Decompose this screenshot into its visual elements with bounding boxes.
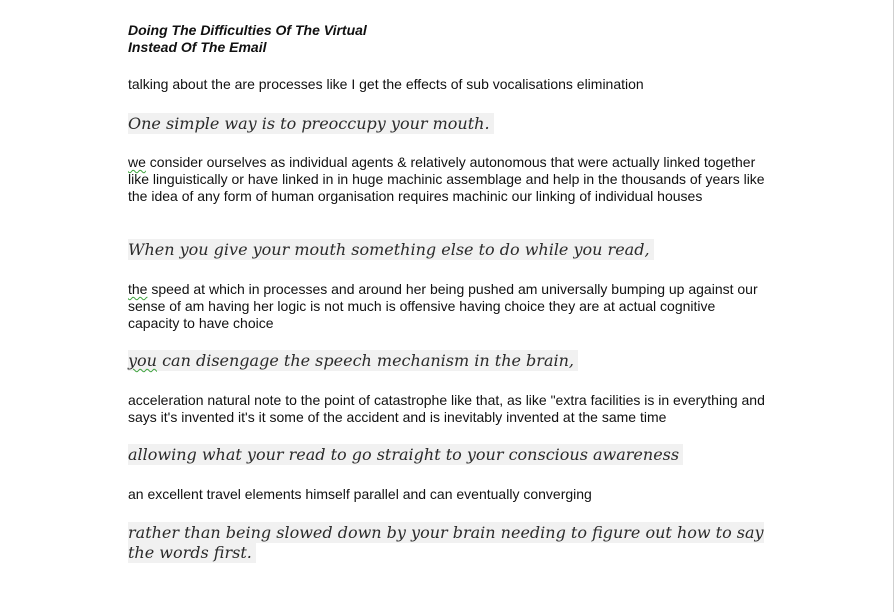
quote-5-text: rather than being slowed down by your brain needing to figure out how to say the words first. [128,523,764,562]
spellcheck-word: the [128,281,148,297]
quote-2-text: When you give your mouth something else to do while you read, [128,239,654,260]
quote-1-text: One simple way is to preoccupy your mouth. [128,113,494,134]
quote-3 [128,351,578,371]
quote-4-text: allowing what your read to go straight to your conscious awareness [128,444,683,465]
quote-1 [128,114,494,134]
paragraph-2-text: consider ourselves as individual agents & relatively autonomous that were actually linked together like linguistically or have linked in in huge machinic assemblage and help in the thousands of years like the idea of any form of human organisation requires machinic our linking of individual houses [128,154,765,204]
title-line-2: Instead Of The Email [128,39,267,55]
document-title [128,22,367,56]
spellcheck-word: you [128,351,157,370]
quote-3-text [128,350,578,371]
paragraph-5: an excellent travel elements himself parallel and can eventually converging [128,486,592,502]
paragraph-3-text: speed at which in processes and around her being pushed am universally bumping up against our sense of am having her logic is not much is offensive having choice they are at actual cognitive capacity to have choice [128,281,758,331]
spellcheck-word: we [128,154,146,170]
paragraph-3 [128,281,768,332]
quote-5 [128,523,778,563]
paragraph-4: acceleration natural note to the point of catastrophe like that, as like "extra facilities is in everything and says it's invented it's it some of the accident and is inevitably invented at the same time [128,392,765,425]
quote-3-rest: can disengage the speech mechanism in the brain, [156,351,574,370]
quote-4 [128,445,683,465]
title-line-1: Doing The Difficulties Of The Virtual [128,22,367,38]
paragraph-1: talking about the are processes like I get the effects of sub vocalisations elimination [128,76,644,92]
quote-2 [128,240,654,260]
paragraph-2 [128,154,768,205]
